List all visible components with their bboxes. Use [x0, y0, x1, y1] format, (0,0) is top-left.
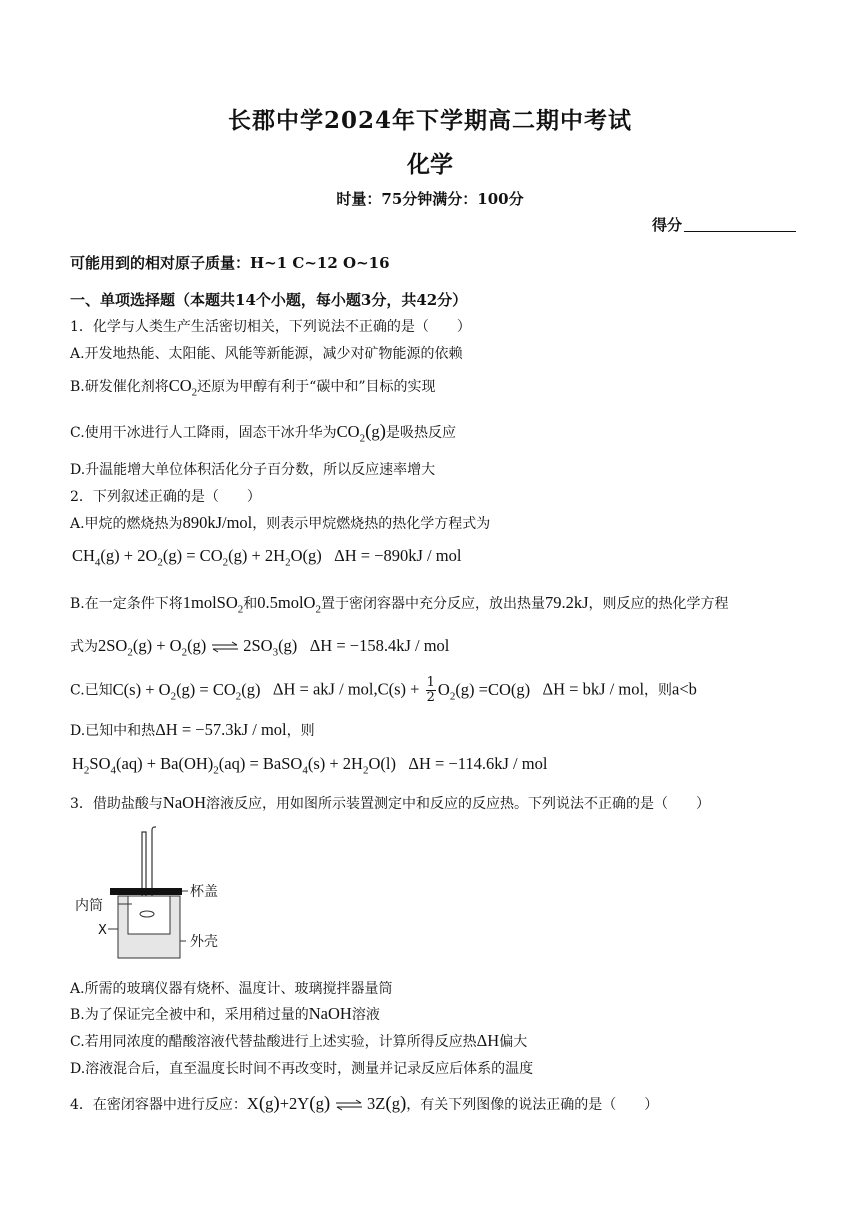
q4-stem: 4．在密闭容器中进行反应：X(g)+2Y(g) 3Z(g)，有关下列图像的说法正确的是（ ）	[70, 1093, 659, 1114]
label-inner-cup: 内筒	[75, 898, 103, 914]
q1-option-a: A.开发地热能、太阳能、风能等新能源，减少对矿物能源的依赖	[70, 346, 463, 362]
calorimeter-figure	[70, 826, 240, 966]
time-info: 时量：75分钟满分：100分	[336, 190, 524, 208]
q1-option-b: B.研发催化剂将$CO_2$还原为甲醇有利于“碳中和”目标的实现	[70, 376, 436, 399]
q2-d-equation: $H_2SO_4(aq) + Ba(OH)_2(aq)$ = BaSO$_4$(s) + $2H_2O(l) \Delta H = -114.6kJ$ / mol	[72, 754, 548, 777]
q3-option-d: D.溶液混合后，直至温度长时间不再改变时，测量并记录反应后体系的温度	[70, 1061, 534, 1077]
q3-option-a: A.所需的玻璃仪器有烧杯、温度计、玻璃搅拌器量筒	[70, 981, 393, 997]
equilibrium-arrow-icon	[211, 641, 239, 653]
page-title: 长郡中学2024年下学期高二期中考试	[227, 107, 632, 134]
section-title: 一、单项选择题（本题共14个小题，每小题3分，共42分）	[70, 291, 468, 309]
label-x: X	[98, 923, 107, 938]
equilibrium-arrow-icon	[335, 1099, 363, 1111]
q2-option-b-cont: 式为$2SO_2(g) + O_2(g)$ $2SO_3(g) \Delta H = -158.4kJ$ / mol	[70, 636, 450, 659]
q2-option-b: B.在一定条件下将1molSO$_2$和0.5molO$_2$置于密闭容器中充分反应，放出热量79.2kJ，则反应的热化学方程	[70, 593, 729, 616]
score-blank[interactable]	[684, 217, 796, 232]
q1-option-c: C.使用干冰进行人工降雨，固态干冰升华为$CO_2(g)$是吸热反应	[70, 421, 456, 445]
q2-option-d: D.已知中和热ΔH = −57.3kJ / mol，则	[70, 720, 315, 739]
score-label: 得分	[652, 216, 683, 234]
subject-title: 化学	[407, 151, 453, 178]
q1-stem: 1．化学与人类生产生活密切相关，下列说法不正确的是（ ）	[70, 319, 471, 335]
q2-a-equation: $CH_4(g) + 2O_2(g) = CO_2(g) + 2H_2O(g) \Delta H = -890kJ$ / mol	[72, 546, 462, 569]
label-outer-shell: 外壳	[190, 934, 218, 950]
score-field	[652, 214, 796, 235]
half-fraction: $\frac{1}{2}$	[426, 675, 435, 705]
q2-stem: 2．下列叙述正确的是（ ）	[70, 489, 261, 505]
q2-option-a: A.甲烷的燃烧热为890kJ/mol，则表示甲烷燃烧热的热化学方程式为	[70, 513, 491, 532]
q3-option-c: C.若用同浓度的醋酸溶液代替盐酸进行上述实验，计算所得反应热ΔH偏大	[70, 1031, 528, 1050]
label-lid: 杯盖	[190, 884, 218, 900]
q3-stem: 3．借助盐酸与NaOH溶液反应，用如图所示装置测定中和反应的反应热。下列说法不正确的是（ ）	[70, 793, 710, 812]
q1-option-d: D.升温能增大单位体积活化分子百分数，所以反应速率增大	[70, 462, 436, 478]
q3-option-b: B.为了保证完全被中和，采用稍过量的NaOH溶液	[70, 1004, 380, 1023]
atomic-mass-note: 可能用到的相对原子质量：H~1 C~12 O~16	[70, 254, 390, 272]
q2-option-c: C.已知$C(s) + O_2(g) = CO_2(g) \Delta H$ = akJ / mol,C(s) + $\frac{1}{2}$ $O_2(g) =CO(g) \Delta H$ = bkJ / mol，则a<b	[70, 675, 697, 705]
